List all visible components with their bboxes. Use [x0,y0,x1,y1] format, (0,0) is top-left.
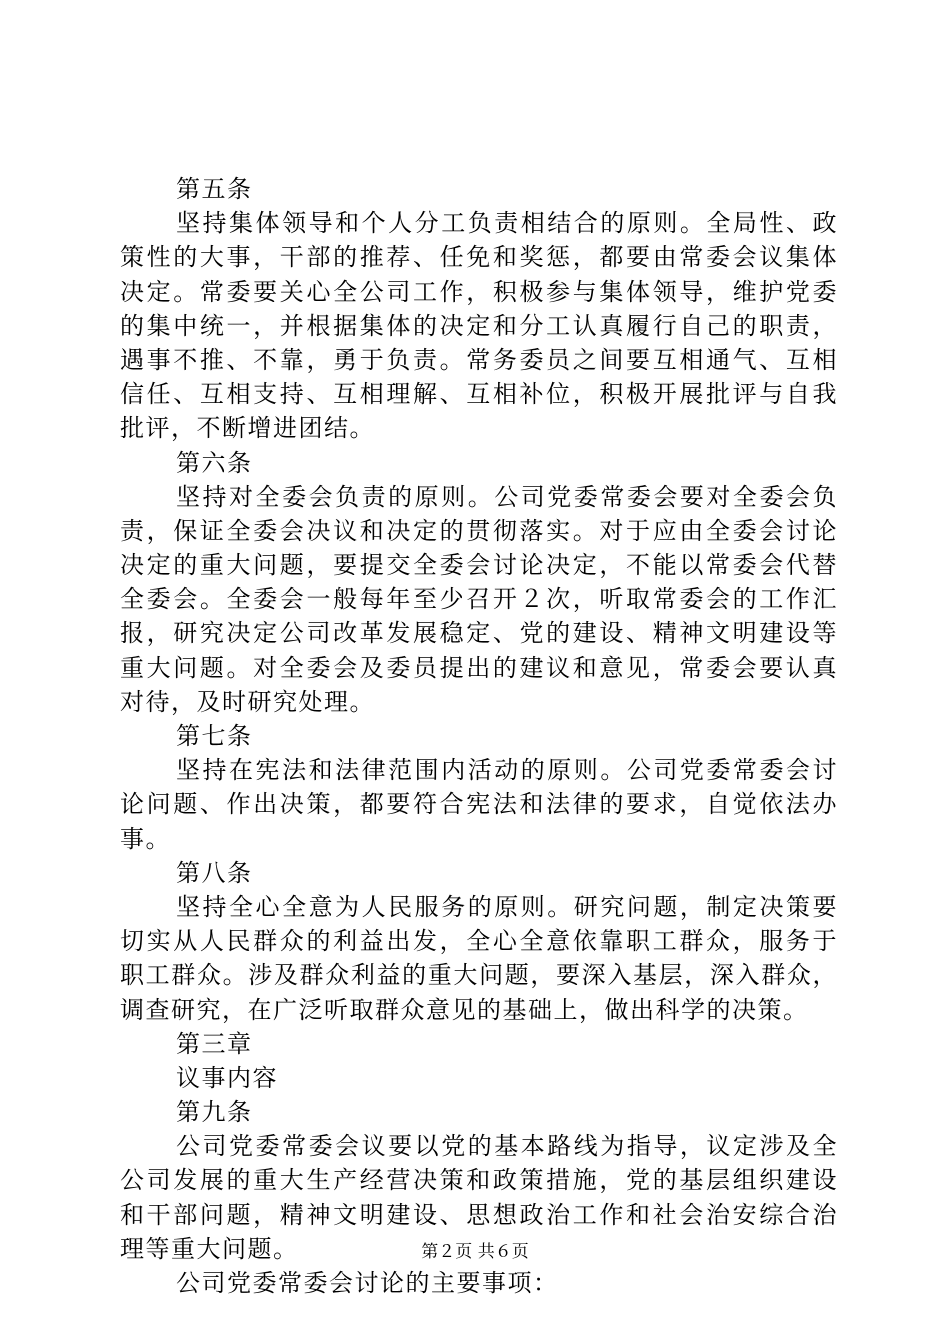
text-line: 全委会。全委会一般每年至少召开２次，听取常委会的工作汇 [120,585,838,614]
text-line: 议事内容 [176,1063,278,1092]
text-line: 公司党委常委会讨论的主要事项： [176,1269,559,1297]
text-line: 决定的重大问题，要提交全委会讨论决定，不能以常委会代替 [120,551,838,580]
text-line: 批评，不断增进团结。 [120,414,375,443]
text-line: 调查研究，在广泛听取群众意见的基础上，做出科学的决策。 [120,995,809,1024]
text-line: 第五条 [176,175,253,203]
document-body [120,172,838,1300]
text-line: 的集中统一，并根据集体的决定和分工认真履行自己的职责， [120,311,838,340]
text-line: 对待，及时研究处理。 [120,687,375,716]
text-line: 职工群众。涉及群众利益的重大问题，要深入基层，深入群众， [120,961,838,990]
text-line: 坚持在宪法和法律范围内活动的原则。公司党委常委会讨 [176,756,838,785]
text-line: 论问题、作出决策，都要符合宪法和法律的要求，自觉依法办 [120,790,838,819]
text-line: 事。 [120,824,171,853]
text-line: 坚持对全委会负责的原则。公司党委常委会要对全委会负 [176,482,838,511]
text-line: 理等重大问题。 [120,1234,299,1263]
text-line: 第七条 [176,722,253,750]
text-line: 重大问题。对全委会及委员提出的建议和意见，常委会要认真 [120,653,838,682]
text-line: 切实从人民群众的利益出发，全心全意依靠职工群众，服务于 [120,927,838,956]
text-line: 报，研究决定公司改革发展稳定、党的建设、精神文明建设等 [120,619,838,648]
text-line: 坚持全心全意为人民服务的原则。研究问题，制定决策要 [176,892,838,921]
text-line: 遇事不推、不靠，勇于负责。常务委员之间要互相通气、互相 [120,345,838,374]
text-line: 决定。常委要关心全公司工作，积极参与集体领导，维护党委 [120,277,838,306]
text-line: 策性的大事，干部的推荐、任免和奖惩，都要由常委会议集体 [120,243,838,272]
text-line: 第九条 [176,1098,253,1127]
text-line: 公司发展的重大生产经营决策和政策措施，党的基层组织建设 [120,1166,838,1195]
text-line: 信任、互相支持、互相理解、互相补位，积极开展批评与自我 [120,380,838,409]
text-line: 和干部问题，精神文明建设、思想政治工作和社会治安综合治 [120,1200,838,1229]
text-line: 第三章 [176,1029,253,1058]
text-line: 坚持集体领导和个人分工负责相结合的原则。全局性、政 [176,209,838,238]
text-line: 第八条 [176,858,253,887]
text-line: 第六条 [176,448,253,477]
text-line: 责，保证全委会决议和决定的贯彻落实。对于应由全委会讨论 [120,516,838,545]
text-line: 公司党委常委会议要以党的基本路线为指导，议定涉及全 [176,1132,838,1161]
page-footer: 第２页 共６页 [421,1242,529,1262]
